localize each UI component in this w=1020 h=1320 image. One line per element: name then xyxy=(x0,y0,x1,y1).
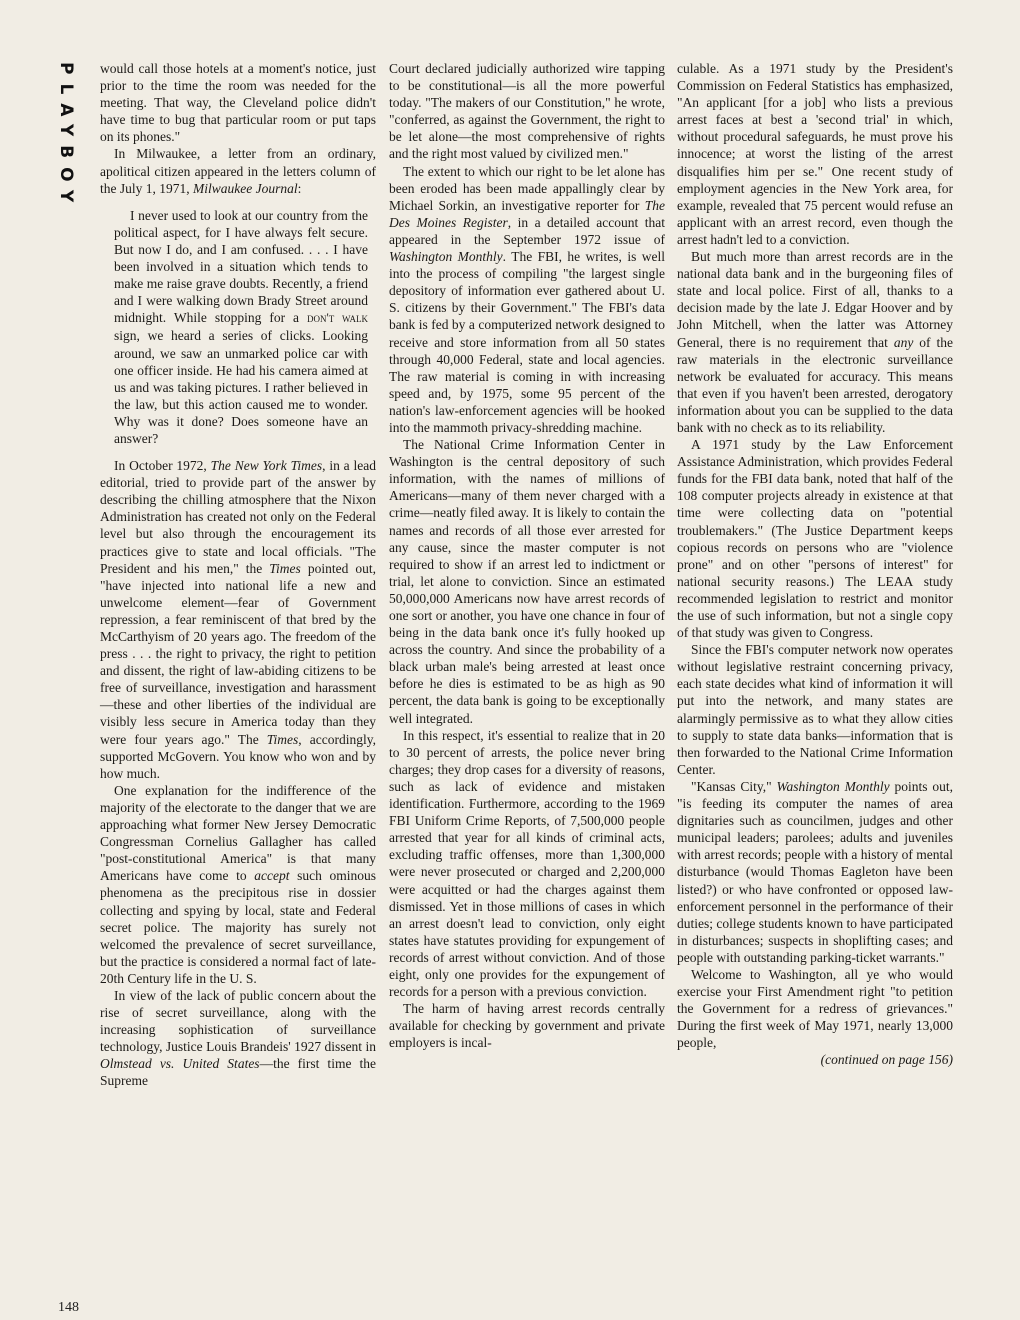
paragraph: In Milwaukee, a letter from an ordinary, apolitical citizen appeared in the letters column of the July 1, 1971, Milwaukee Journal: xyxy=(100,146,376,196)
paragraph: A 1971 study by the Law Enforcement Assistance Administration, which provides Federal funds for the FBI data bank, noted that half of the 108 computer projects already in existence at that time were collecting data on "potential troublemakers." (The Justice Department keeps copious records on persons who are "violence prone" and on other "persons of interest" for national security reasons.) The LEAA study recommended legislation to restrict and monitor the use of such information, but not a single copy of that study was given to Congress. xyxy=(677,437,953,641)
paragraph: In this respect, it's essential to realize that in 20 to 30 percent of arrests, the police never bring charges; they drop cases for a diversity of reasons, such as lack of evidence and mistaken identification. Furthermore, according to the 1969 FBI Uniform Crime Reports, of 7,500,000 people arrested that year for all kinds of criminal acts, excluding traffic offenses, more than 1,300,000 were never prosecuted or charged and 2,200,000 were acquitted or had the charges against them dismissed. Yet in those millions of cases in which an arrest doesn't lead to conviction, only eight states have statutes providing for expungement of records of arrest without conviction. And of those eight, only one provides for the expungement of records for a person with a previous conviction. xyxy=(389,727,665,1000)
masthead xyxy=(56,62,78,222)
column-3 xyxy=(677,60,953,1300)
page-number: 148 xyxy=(58,1300,79,1315)
paragraph: The National Crime Information Center in Washington is the central depository of such information, with the names of millions of Americans—many of them never charged with a crime—neatly filed away. It is likely to contain the names and records of all those ever arrested for any cause, since the master computer is not required to show if an arrest led to indictment or trial, let alone to conviction. Since an estimated 50,000,000 Americans now have arrest records of one sort or another, you have one chance in four of being in the data bank once it's fully hooked up across the country. And since the probability of a black urban male's being arrested at least once before he dies is estimated to be as high as 90 percent, the data bank is going to be exceptionally well integrated. xyxy=(389,437,665,726)
letter-quote: I never used to look at our country from the political aspect, for I have always felt secure. But now I do, and I am confused. . . . I have been involved in a situation which tends to make me raise grave doubts. Recently, a friend and I were walking down Brady Street around midnight. While stopping for a don't walk sign, we heard a series of clicks. Looking around, we saw an unmarked police car with one officer inside. He had his camera aimed at us and was taking pictures. I rather believed in the law, but this action caused me to wonder. Why was it done? Does someone have an answer? xyxy=(114,207,369,446)
paragraph: In view of the lack of public concern about the rise of secret surveillance, along with the increasing sophistication of surveillance technology, Justice Louis Brandeis' 1927 dissent in Olmstead vs. United States—the first time the Supreme xyxy=(100,987,376,1089)
column-1 xyxy=(100,60,376,1300)
paragraph: would call those hotels at a moment's notice, just prior to the time the room was needed for the meeting. That way, the Cleveland police didn't have time to bug that particular room or put taps on its phones." xyxy=(100,61,376,145)
paragraph: One explanation for the indifference of the majority of the electorate to the danger that we are approaching what former New Jersey Democratic Congressman Cornelius Gallagher has called "post-constitutional America" is that many Americans have come to accept such ominous phenomena as the precipitous rise in dossier collecting and spying by local, state and Federal secret police. The majority has surely not welcomed the prevalence of secret surveillance, but the practice is considered a normal fact of late-20th Century life in the U. S. xyxy=(100,782,376,986)
paragraph: But much more than arrest records are in the national data bank and in the burgeoning files of state and local police. First of all, thanks to a decision made by the late J. Edgar Hoover and by John Mitchell, when the latter was Attorney General, there is no requirement that any of the raw materials in the electronic surveillance network be evaluated for accuracy. This means that even if you haven't been arrested, derogatory information about you can be supplied to the data bank with no check as to its reliability. xyxy=(677,249,953,435)
paragraph: The harm of having arrest records centrally available for checking by government and private employers is incal- xyxy=(389,1001,665,1051)
paragraph: The extent to which our right to be let alone has been eroded has been made appallingly clear by Michael Sorkin, an investigative reporter for The Des Moines Register, in a detailed account that appeared in the September 1972 issue of Washington Monthly. The FBI, he writes, is well into the process of compiling "the largest single depository of information ever gathered about U. S. citizens by their Government." The FBI's data bank is fed by a computerized network designed to receive and store information from all 50 states through 40,000 Federal, state and local agencies. The raw material is coming in with increasing speed and, by 1975, some 95 percent of the nation's law-enforcement agencies will be hooked into the mammoth privacy-shredding machine. xyxy=(389,163,665,435)
small-caps-text: don't walk xyxy=(307,311,369,326)
paragraph: "Kansas City," Washington Monthly points out, "is feeding its computer the names of area dignitaries such as councilmen, judges and other municipal leaders; parolees; adults and juveniles with arrest records; people with a history of mental disturbance (would Thomas Eagleton have been listed?) or who have confronted or opposed law-enforcement personnel in the performance of their duties; college students known to have participated in disturbances; suspects in shoplifting cases; and people with outstanding parking-ticket warrants." xyxy=(677,778,953,965)
paragraph: Since the FBI's computer network now operates without legislative restraint concerning privacy, each state decides what kind of information it will put into the network, and many states are alarmingly permissive as to what they allow cities to supply to state data banks—information that is then forwarded to the National Crime Information Center. xyxy=(677,642,953,777)
paragraph: Court declared judicially authorized wire tapping to be constitutional—is all the more powerful today. "The makers of our Constitution," he wrote, "conferred, as against the Government, the right to be let alone—the most comprehensive of rights and the right most valued by civilized men." xyxy=(389,61,665,162)
continued-line: (continued on page 156) xyxy=(820,1052,953,1068)
column-2 xyxy=(389,60,665,1300)
paragraph: culable. As a 1971 study by the President's Commission on Federal Statistics has emphasized, "An applicant [for a job] who lists a previous arrest faces at best a 'second trial' in which, without procedural safeguards, he must prove his innocence; at worst the listing of the arrest disqualifies him per se." One recent study of employment agencies in the New York area, for example, revealed that 75 percent would refuse an applicant with an arrest record, even though the arrest hadn't led to a conviction. xyxy=(677,61,953,247)
paragraph: In October 1972, The New York Times, in a lead editorial, tried to provide part of the answer by describing the chilling atmosphere that the Nixon Administration has created not only on the Federal level but also through the encouragement its practices give to state and local officials. "The President and his men," the Times pointed out, "have injected into national life a new and unwelcome element—fear of Government repression, a fear reminiscent of that bred by the McCarthyism of 20 years ago. The freedom of the press . . . the right to privacy, the right to petition and dissent, the right of law-abiding citizens to be free of surveillance, investigation and harassment—these and other liberties of the individual are visibly less secure in America today than they were four years ago." The Times, accordingly, supported McGovern. You know who won and by how much. xyxy=(100,458,376,781)
masthead-text: PLAYBOY xyxy=(56,62,76,212)
paragraph: Welcome to Washington, all ye who would exercise your First Amendment right "to petition the Government for a redress of grievances." During the first week of May 1971, nearly 13,000 people, xyxy=(677,966,953,1051)
